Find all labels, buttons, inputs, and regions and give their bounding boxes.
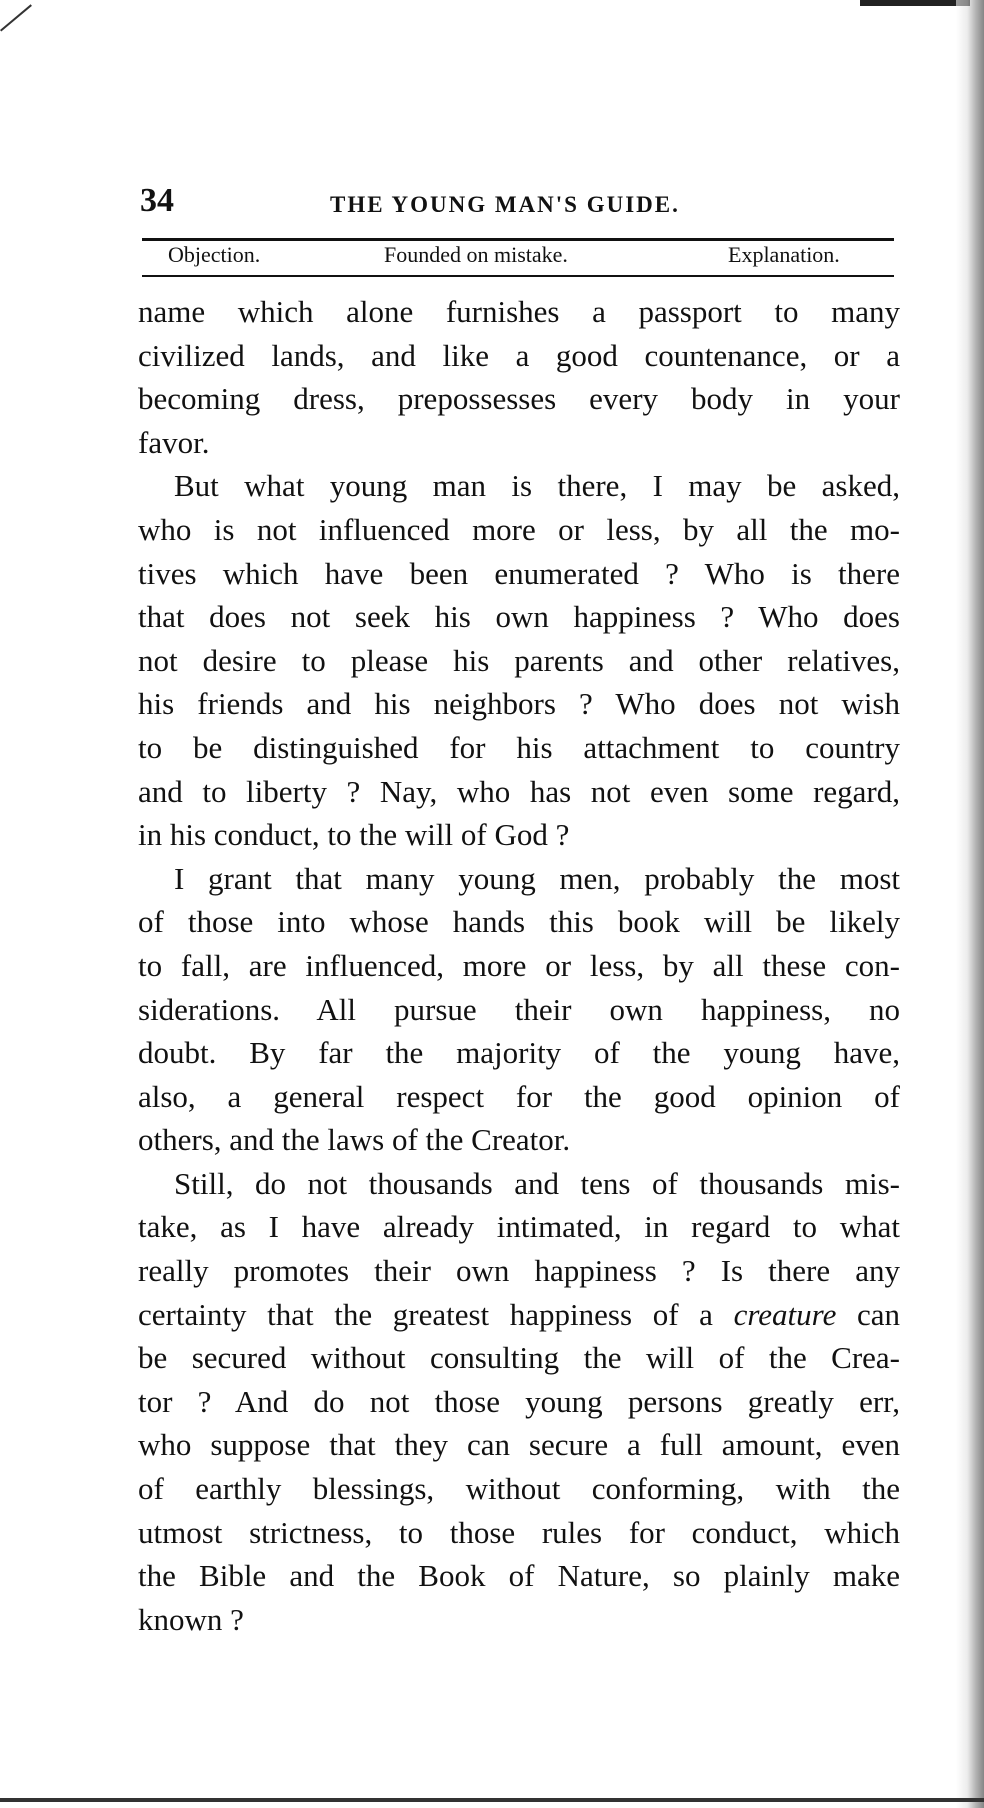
side-note-founded: Founded on mistake. bbox=[384, 242, 568, 267]
text-line: doubt. By far the majority of the young have, bbox=[138, 1035, 900, 1071]
text-line: name which alone furnishes a passport to many bbox=[138, 294, 900, 329]
text-line: also, a general respect for the good opinion of bbox=[138, 1078, 900, 1114]
text-line: utmost strictness, to those rules for conduct, which bbox=[138, 1514, 900, 1550]
text-line: that does not seek his own happiness ? Who does bbox=[138, 599, 900, 635]
side-note-explanation: Explanation. bbox=[728, 242, 840, 267]
text-line: But what young man is there, I may be asked, bbox=[174, 468, 900, 504]
text-line: who suppose that they can secure a full amount, even bbox=[138, 1427, 900, 1463]
header-rule-bottom bbox=[142, 275, 894, 277]
text-line: of those into whose hands this book will be likely bbox=[138, 904, 900, 940]
text-line: who is not influenced more or less, by all the mo- bbox=[138, 511, 900, 547]
page-number: 34 bbox=[140, 182, 174, 219]
side-note-objection: Objection. bbox=[168, 242, 261, 267]
scan-edge-bottom bbox=[0, 1798, 984, 1802]
text-line: of earthly blessings, without conforming, with the bbox=[138, 1471, 900, 1507]
scan-edge-top bbox=[860, 0, 970, 6]
text-line: siderations. All pursue their own happiness, no bbox=[138, 991, 900, 1027]
page-corner-mark bbox=[0, 4, 32, 31]
text-line: to be distinguished for his attachment to country bbox=[138, 729, 900, 765]
running-head: THE YOUNG MAN'S GUIDE. bbox=[330, 192, 680, 217]
text-line: I grant that many young men, probably the most bbox=[174, 860, 900, 896]
text-line: civilized lands, and like a good countenance, or a bbox=[138, 337, 900, 373]
text-line: not desire to please his parents and other relatives, bbox=[138, 642, 900, 678]
header-rule-top bbox=[142, 238, 894, 241]
text-line: becoming dress, prepossesses every body in your bbox=[138, 381, 900, 417]
text-line: to fall, are influenced, more or less, by all these con- bbox=[138, 947, 900, 983]
body-text bbox=[138, 290, 900, 1641]
text-line: certainty that the greatest happiness of a creature can bbox=[138, 1296, 900, 1332]
text-line: the Bible and the Book of Nature, so plainly make bbox=[138, 1558, 900, 1594]
text-line: tor ? And do not those young persons greatly err, bbox=[138, 1383, 900, 1419]
text-line: tives which have been enumerated ? Who is there bbox=[138, 555, 900, 591]
text-line: known ? bbox=[138, 1601, 244, 1637]
text-line: in his conduct, to the will of God ? bbox=[138, 817, 570, 853]
text-line: and to liberty ? Nay, who has not even some regard, bbox=[138, 773, 900, 809]
text-line: be secured without consulting the will of the Crea- bbox=[138, 1340, 900, 1376]
text-line: his friends and his neighbors ? Who does not wish bbox=[138, 686, 900, 722]
text-line: Still, do not thousands and tens of thousands mis- bbox=[174, 1165, 900, 1201]
scan-edge-right bbox=[956, 0, 984, 1808]
text-line: really promotes their own happiness ? Is there any bbox=[138, 1253, 900, 1289]
text-line: take, as I have already intimated, in regard to what bbox=[138, 1209, 900, 1245]
text-line: others, and the laws of the Creator. bbox=[138, 1122, 571, 1158]
text-line: favor. bbox=[138, 424, 210, 460]
